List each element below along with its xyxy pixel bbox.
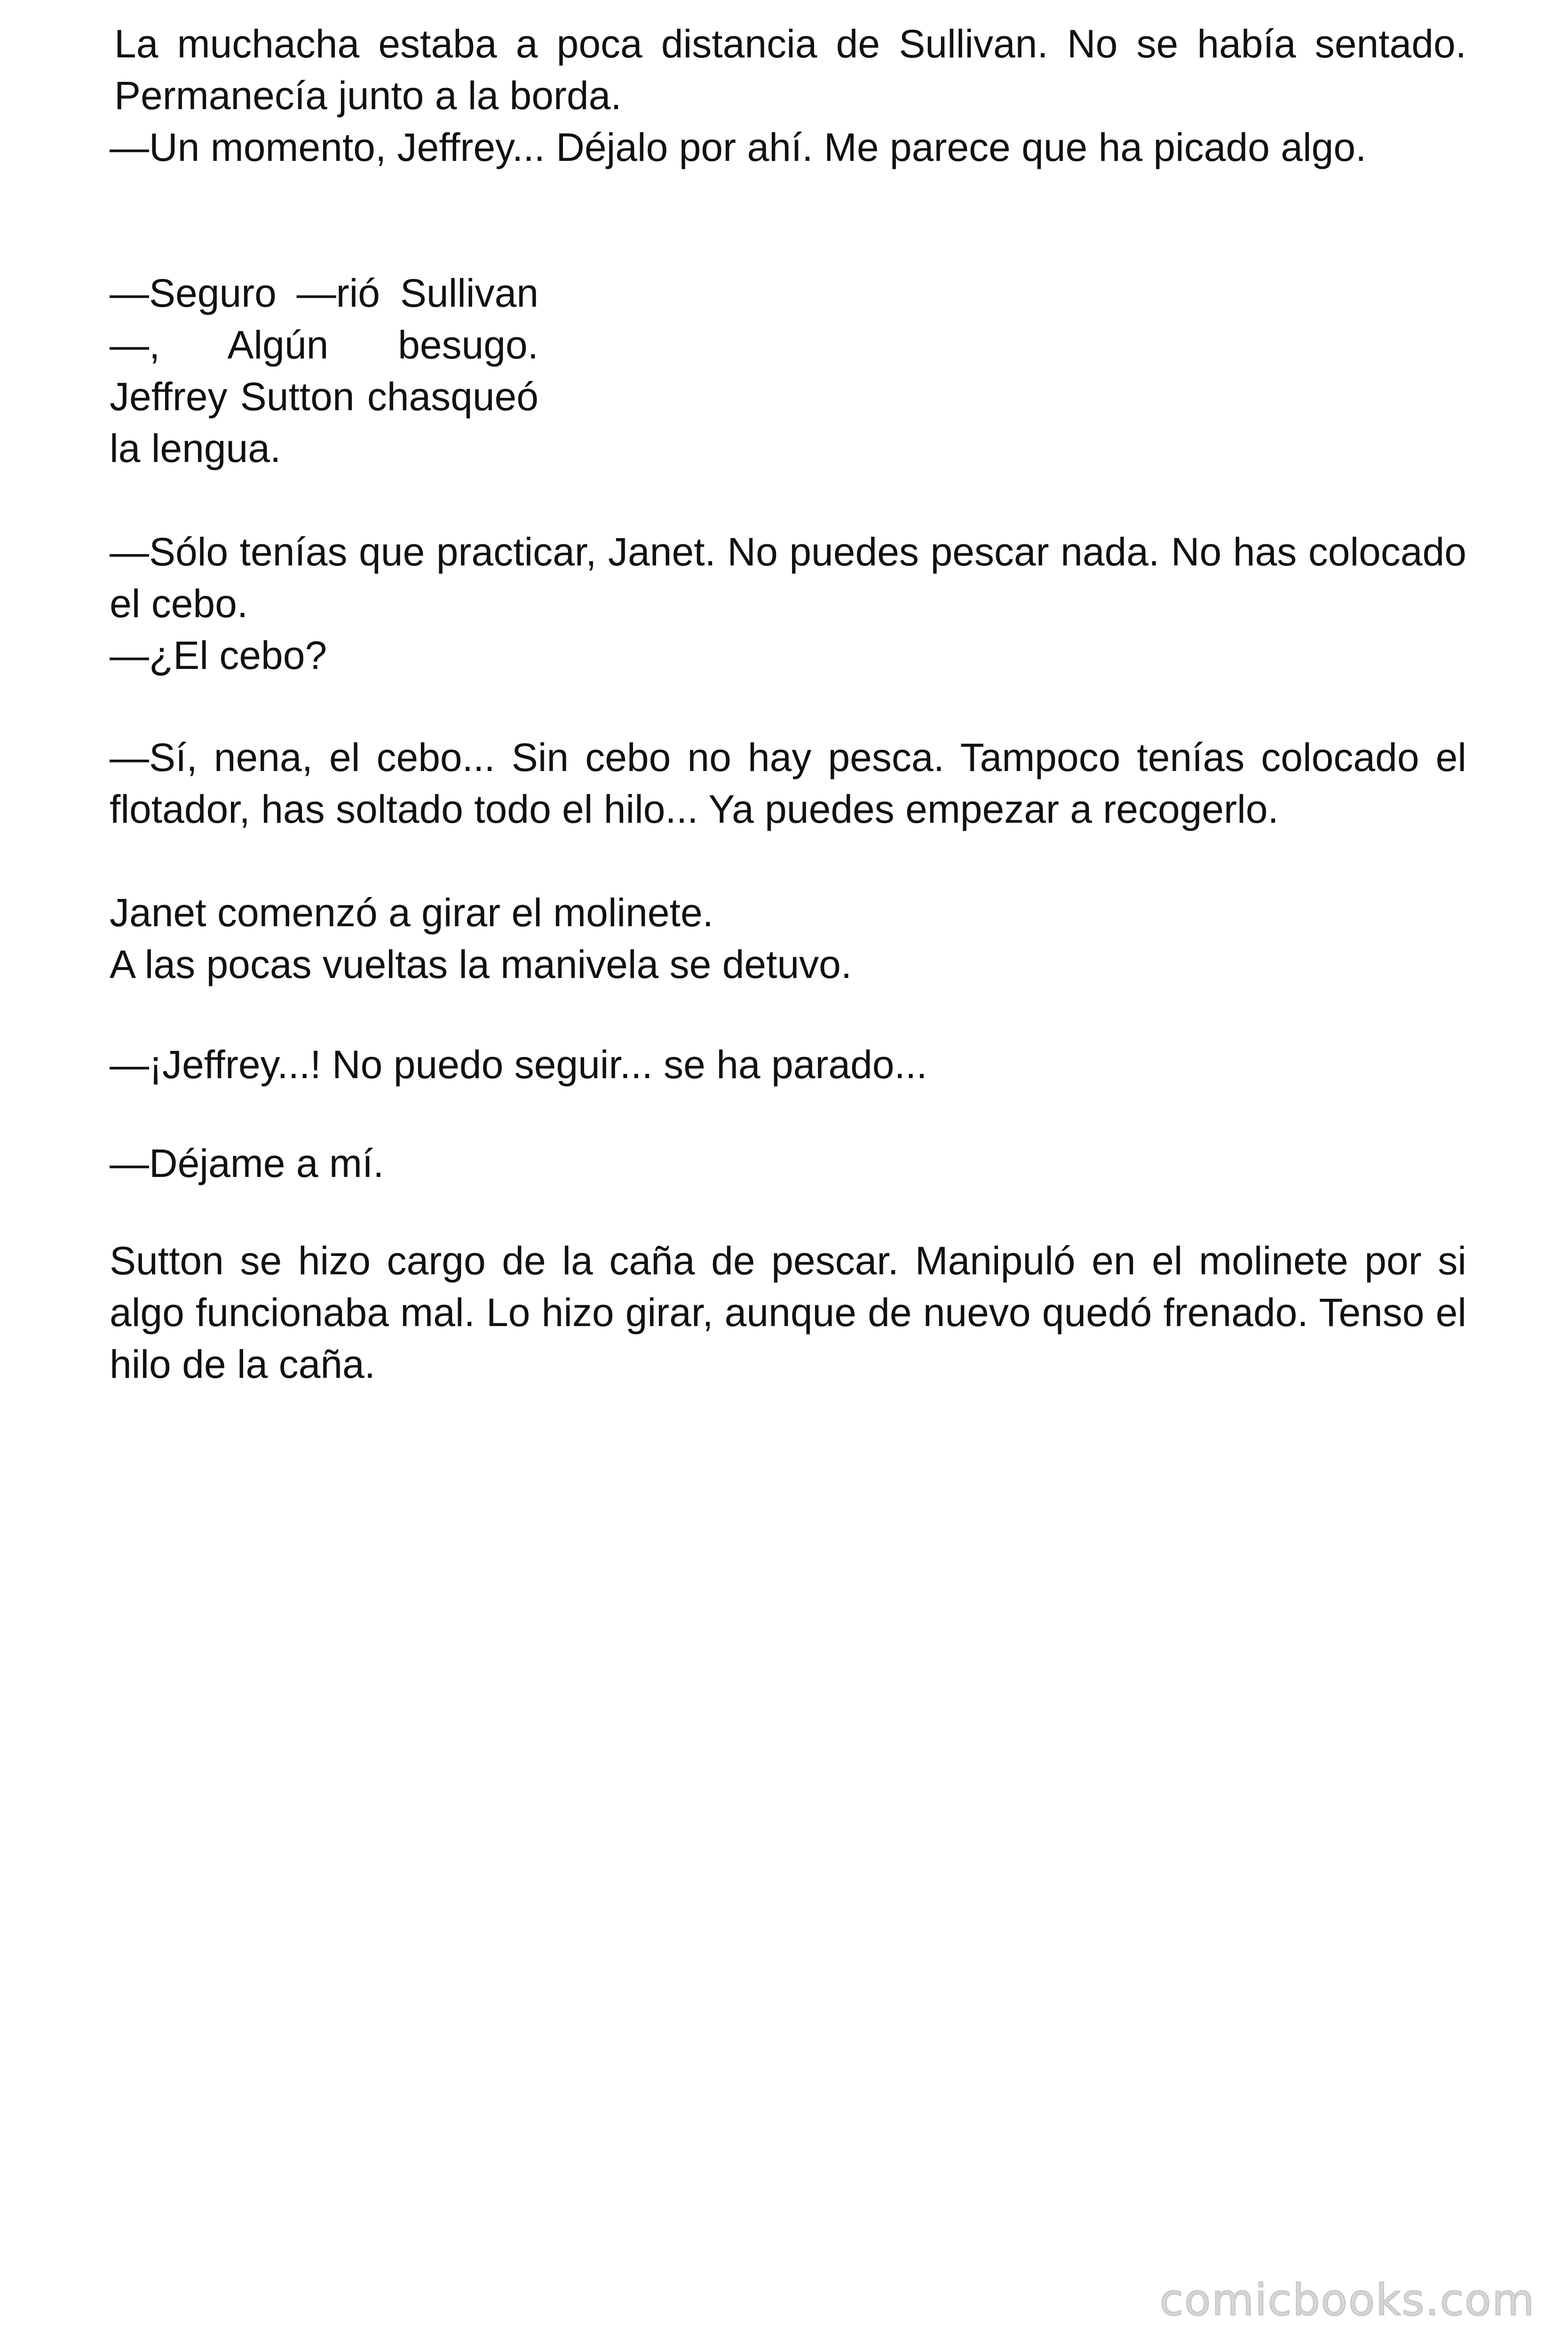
paragraph-9: —¡Jeffrey...! No puedo seguir... se ha parado...	[110, 1042, 927, 1087]
paragraph-6: —Sí, nena, el cebo... Sin cebo no hay pesca. Tampoco tenías colocado el flotador, has soltado todo el hilo... Ya puedes empezar a recogerlo.	[110, 735, 1466, 831]
paragraph-7: Janet comenzó a girar el molinete.	[110, 890, 713, 935]
paragraph-1: La muchacha estaba a poca distancia de Sullivan. No se había sentado. Permanecía junto a la borda.	[114, 22, 1466, 118]
paragraph-2: —Un momento, Jeffrey... Déjalo por ahí. Me parece que ha picado algo.	[110, 125, 1367, 169]
paragraph-4: —Sólo tenías que practicar, Janet. No puedes pescar nada. No has colocado el cebo.	[110, 530, 1466, 626]
paragraph-8: A las pocas vueltas la manivela se detuvo.	[110, 942, 852, 986]
paragraph-3: —Seguro —rió Sullivan—, Algún besugo. Jeffrey Sutton chasqueó la lengua.	[110, 271, 539, 470]
watermark-logo: comicbooks.com	[1159, 2275, 1535, 2325]
paragraph-11: Sutton se hizo cargo de la caña de pescar. Manipuló en el molinete por si algo funcionaba mal. Lo hizo girar, aunque de nuevo quedó frenado. Tenso el hilo de la caña.	[110, 1239, 1466, 1386]
paragraph-10: —Déjame a mí.	[110, 1141, 384, 1185]
paragraph-5: —¿El cebo?	[110, 633, 327, 677]
